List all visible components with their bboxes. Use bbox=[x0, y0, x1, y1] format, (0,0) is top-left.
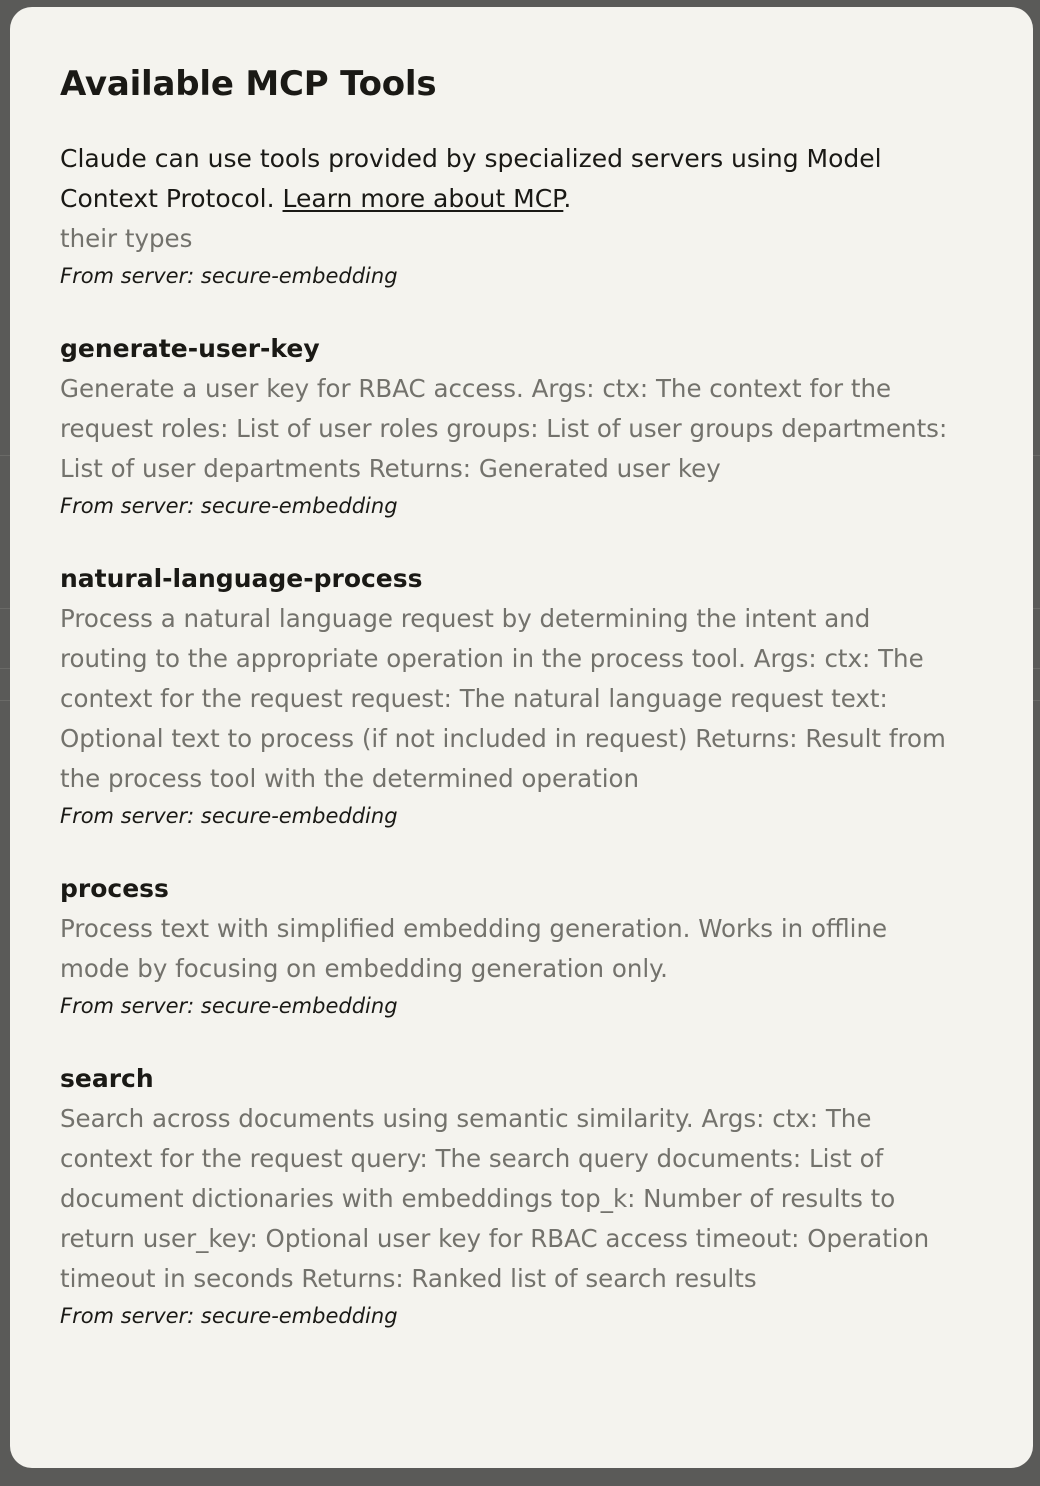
learn-more-mcp-link[interactable]: Learn more about MCP bbox=[282, 184, 564, 213]
tool-server-label: From server: secure-embedding bbox=[60, 804, 398, 828]
tool-description: Search across documents using semantic similarity. Args: ctx: The context for the request query: The search query documents: List of document dictionaries with embeddings top_k: Number of results to return user_key: Optional user key for RBAC access timeout: Operation timeout in seconds Returns: Ranked list of search results bbox=[60, 1104, 930, 1293]
tool-item bbox=[60, 1059, 983, 1331]
tool-item bbox=[60, 559, 983, 831]
tool-description: Generate a user key for RBAC access. Args: ctx: The context for the request roles: List of user roles groups: List of user groups departments: List of user departments Returns: Generated user key bbox=[60, 374, 948, 483]
tool-item bbox=[60, 869, 983, 1021]
tool-item bbox=[60, 219, 983, 291]
mcp-tools-modal bbox=[10, 7, 1033, 1468]
tool-server-label: From server: secure-embedding bbox=[60, 1304, 398, 1328]
tool-server-label: From server: secure-embedding bbox=[60, 994, 398, 1018]
intro-period: . bbox=[563, 184, 572, 213]
intro-sentence: Claude can use tools provided by specialized servers using Model Context Protocol. bbox=[60, 144, 882, 213]
tool-name: natural-language-process bbox=[60, 564, 423, 593]
tool-server-label: From server: secure-embedding bbox=[60, 264, 398, 288]
tool-item bbox=[60, 329, 983, 521]
tool-name: generate-user-key bbox=[60, 334, 320, 363]
tool-description: their types bbox=[60, 224, 193, 253]
tools-list bbox=[60, 219, 983, 1331]
tool-name: search bbox=[60, 1064, 154, 1093]
tool-description: Process text with simplified embedding generation. Works in offline mode by focusing on embedding generation only. bbox=[60, 914, 888, 983]
tool-description: Process a natural language request by determining the intent and routing to the appropriate operation in the process tool. Args: ctx: The context for the request request: The natural language request text: Optional text to process (if not included in request) Returns: Result from the process tool with the determined operation bbox=[60, 604, 946, 793]
tool-name: process bbox=[60, 874, 169, 903]
tool-server-label: From server: secure-embedding bbox=[60, 494, 398, 518]
intro-text bbox=[60, 139, 960, 219]
modal-title: Available MCP Tools bbox=[60, 64, 437, 104]
